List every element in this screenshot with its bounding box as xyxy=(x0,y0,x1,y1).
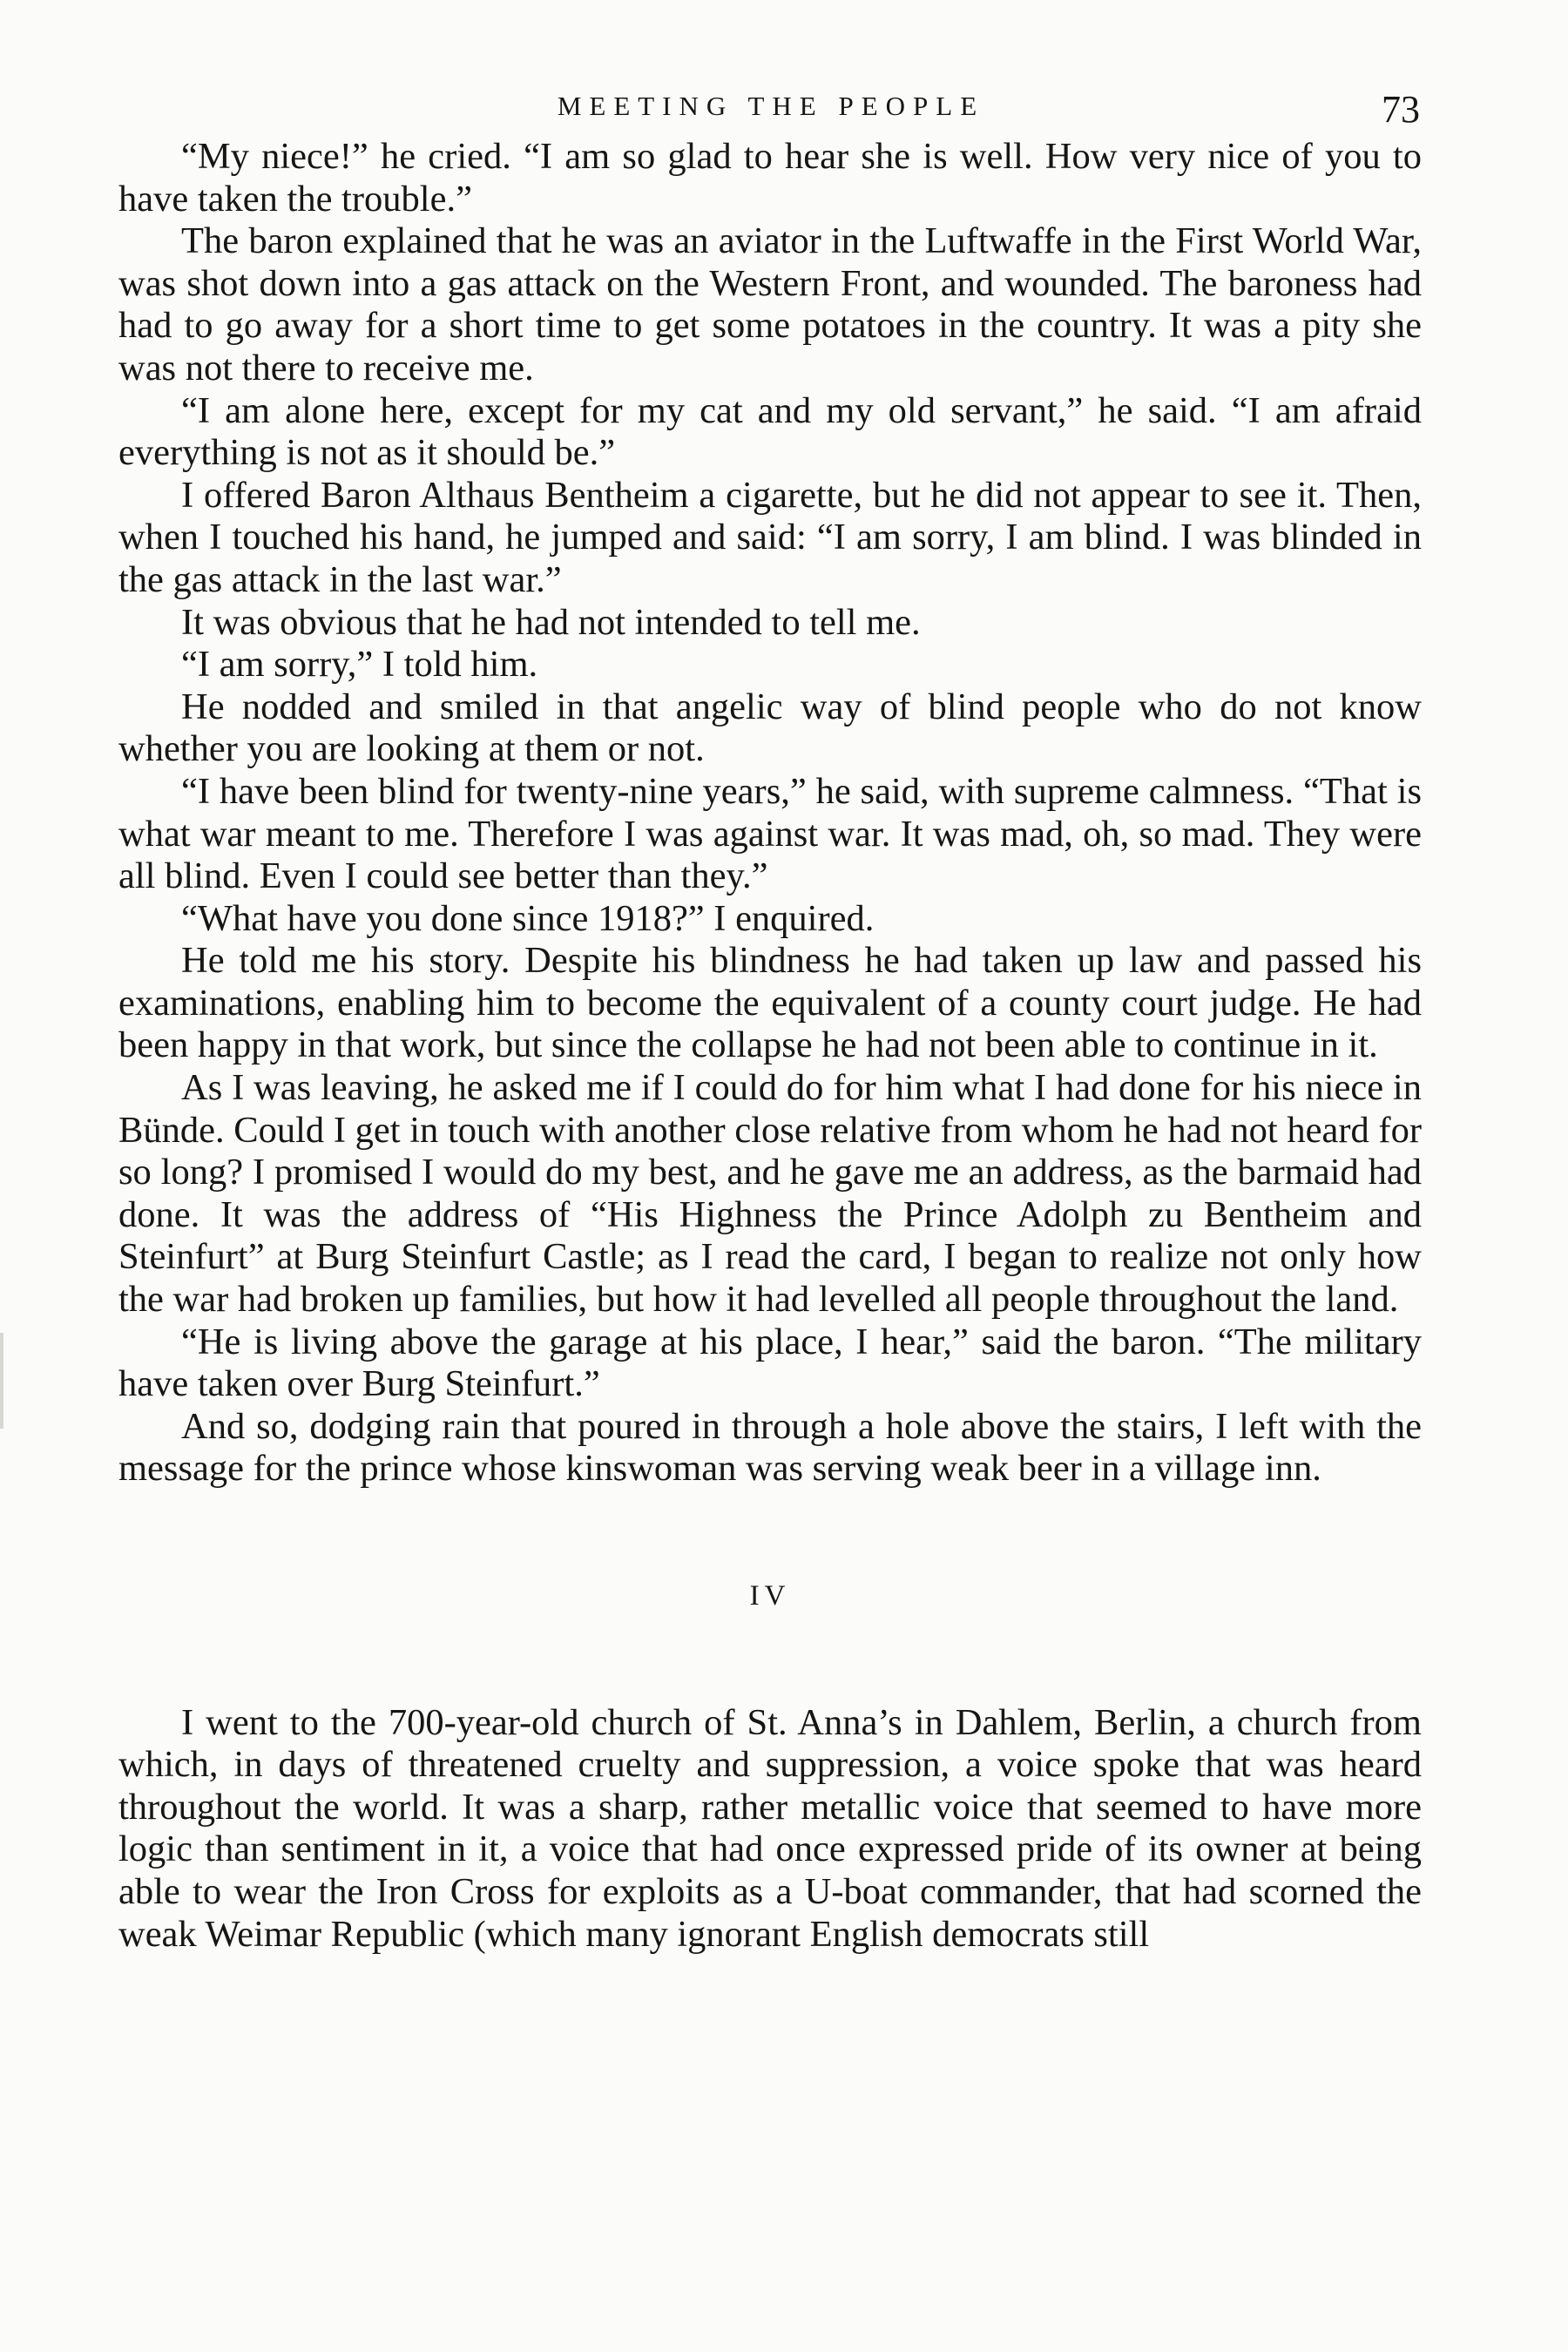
paragraph: I went to the 700-year-old church of St. Anna’s in Dahlem, Berlin, a church from which, in days of threatened cruelty and suppression, a voice spoke that was heard throughout the world. It was a sharp, rather metallic voice that seemed to have more logic than sentiment in it, a voice that had once expressed pride of its owner at being able to wear the Iron Cross for exploits as a U-boat commander, that had scorned the weak Weimar Republic (which many ignorant English democrats still xyxy=(118,1701,1422,1955)
running-title: MEETING THE PEOPLE xyxy=(557,91,985,121)
page-number: 73 xyxy=(1382,88,1420,131)
running-head xyxy=(122,87,1420,131)
scan-edge-mark xyxy=(0,1333,3,1429)
paragraph: And so, dodging rain that poured in through a hole above the stairs, I left with the message for the prince whose kinswoman was serving weak beer in a village inn. xyxy=(118,1405,1422,1490)
paragraph: It was obvious that he had not intended to tell me. xyxy=(181,601,921,643)
paragraph: He nodded and smiled in that angelic way of blind people who do not know whether you are looking at them or not. xyxy=(118,686,1422,770)
paragraph: I offered Baron Althaus Bentheim a cigarette, but he did not appear to see it. Then, when I touched his hand, he jumped and said: “I am sorry, I am blind. I was blinded in the gas attack in the last war.” xyxy=(118,474,1422,600)
paragraph: “My niece!” he cried. “I am so glad to hear she is well. How very nice of you to have taken the trouble.” xyxy=(118,136,1422,220)
paragraph: “He is living above the garage at his place, I hear,” said the baron. “The military have taken over Burg Steinfurt.” xyxy=(118,1321,1422,1405)
section-spacer xyxy=(118,1618,1422,1702)
paragraph: “I am sorry,” I told him. xyxy=(181,644,538,686)
paragraph: “I am alone here, except for my cat and my old servant,” he said. “I am afraid everything is not as it should be.” xyxy=(118,389,1422,474)
paragraph: The baron explained that he was an aviator in the Luftwaffe in the First World War, was shot down into a gas attack on the Western Front, and wounded. The baroness had had to go away for a short time to get some potatoes in the country. It was a pity she was not there to receive me. xyxy=(118,220,1422,389)
section-spacer xyxy=(118,1490,1422,1575)
paragraph: He told me his story. Despite his blindness he had taken up law and passed his examinations, enabling him to become the equivalent of a county court judge. He had been happy in that work, but since the collapse he had not been able to continue in it. xyxy=(118,940,1422,1066)
section-heading: IV xyxy=(749,1580,791,1612)
body-text xyxy=(118,136,1422,1956)
paragraph: “I have been blind for twenty-nine years,” he said, with supreme calmness. “That is what war meant to me. Therefore I was against war. It was mad, oh, so mad. They were all blind. Even I could see better than they.” xyxy=(118,770,1422,897)
paragraph: “What have you done since 1918?” I enquired. xyxy=(181,897,875,939)
paragraph: As I was leaving, he asked me if I could do for him what I had done for his niece in Bünde. Could I get in touch with another close relative from whom he had not heard for so long? I promised I would do my best, and he gave me an address, as the barmaid had done. It was the address of “His Highness the Prince Adolph zu Bentheim and Steinfurt” at Burg Steinfurt Castle; as I read the card, I began to realize not only how the war had broken up families, but how it had levelled all people throughout the land. xyxy=(118,1067,1422,1321)
